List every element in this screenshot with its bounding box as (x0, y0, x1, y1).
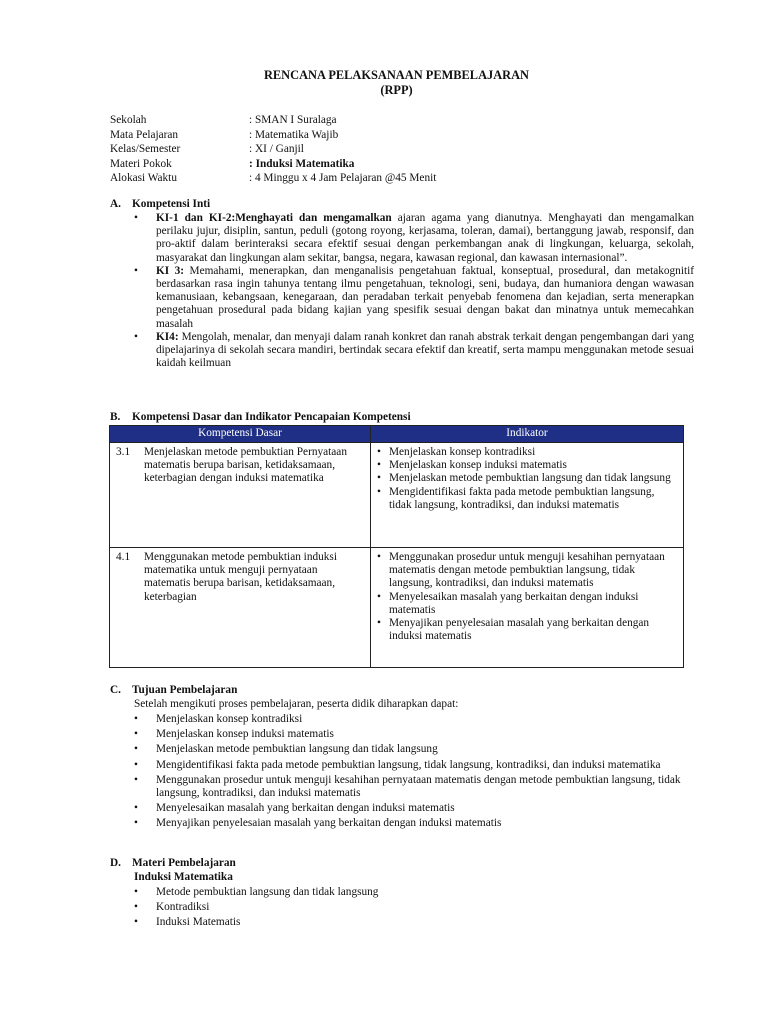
section-c-heading (110, 684, 237, 697)
ki-text: KI4: Mengolah, menalar, dan menyaji dalam ranah konkret dan ranah abstrak terkait dengan pengembangan dari yang dipelajarinya di sekolah secara mandiri, bertindak secara efektif dan kreatif, serta mampu menggunakan metode sesuai kaidah keilmuan (156, 330, 694, 370)
bullet-icon: • (377, 446, 381, 458)
ki-item (134, 265, 694, 331)
section-number: C. (110, 684, 121, 696)
section-d-heading (110, 857, 236, 870)
kd-number: 4.1 (116, 551, 131, 563)
list-item (134, 759, 694, 772)
indicator-text: Menjelaskan konsep kontradiksi (389, 446, 536, 458)
materi-list (134, 886, 694, 930)
bullet-icon: • (377, 551, 381, 563)
meta-row-alokasi-waktu (110, 172, 436, 187)
table-header-row (110, 426, 684, 443)
section-number: B. (110, 411, 121, 423)
bullet-icon: • (134, 802, 138, 815)
meta-label: Materi Pokok (110, 157, 172, 170)
bullet-icon: • (134, 773, 138, 786)
indicator-cell (371, 443, 684, 548)
list-item-text: Kontradiksi (156, 901, 210, 914)
bullet-icon: • (134, 901, 138, 914)
indicator-item (377, 551, 679, 591)
title-line-2: (RPP) (380, 83, 413, 97)
section-title: Kompetensi Inti (132, 198, 211, 210)
bullet-icon: • (377, 590, 381, 603)
indicator-text: Menyajikan penyelesaian masalah yang berkaitan dengan induksi matematis (389, 617, 650, 643)
list-item-text: Menjelaskan metode pembuktian langsung dan tidak langsung (156, 743, 438, 756)
section-title: Kompetensi Dasar dan Indikator Pencapaian Kompetensi (132, 411, 411, 423)
ki-item (134, 331, 694, 371)
list-item (134, 802, 694, 815)
bullet-icon: • (134, 212, 138, 224)
section-a-heading (110, 198, 210, 211)
indicator-text: Menyelesaikan masalah yang berkaitan dengan induksi matematis (389, 590, 639, 616)
meta-row-sekolah (110, 114, 436, 129)
indicator-item (377, 459, 679, 472)
section-title: Materi Pembelajaran (132, 857, 236, 869)
identity-block (110, 114, 436, 187)
list-item-text: Menjelaskan konsep kontradiksi (156, 713, 303, 725)
column-header-indikator: Indikator (371, 426, 684, 443)
section-number: A. (110, 198, 121, 210)
indicator-item (377, 446, 679, 459)
bullet-icon: • (134, 758, 138, 771)
bullet-icon: • (134, 264, 138, 277)
meta-row-mata-pelajaran (110, 129, 436, 144)
tujuan-intro: Setelah mengikuti proses pembelajaran, peserta didik diharapkan dapat: (134, 698, 459, 710)
meta-label: Mata Pelajaran (110, 128, 179, 141)
column-header-kd: Kompetensi Dasar (110, 426, 371, 443)
meta-row-materi-pokok (110, 158, 436, 173)
section-title: Tujuan Pembelajaran (132, 684, 238, 696)
bullet-icon: • (377, 472, 381, 485)
bullet-icon: • (134, 713, 138, 725)
list-item (134, 713, 694, 726)
list-item-text: Menjelaskan konsep induksi matematis (156, 728, 334, 741)
bullet-icon: • (134, 330, 138, 343)
list-item (134, 774, 694, 800)
meta-label: Kelas/Semester (110, 143, 181, 156)
meta-value: : XI / Ganjil (249, 143, 304, 156)
bullet-icon: • (134, 728, 138, 741)
meta-row-kelas-semester (110, 143, 436, 158)
ki-text: KI-1 dan KI-2:Menghayati dan mengamalkan ajaran agama yang dianutnya. Menghayati dan mengamalkan perilaku jujur, disiplin, santun, peduli (gotong royong, kerjasama, toleran, damai), bertanggung jawab, responsif, dan pro-aktif dalam berinteraksi secara efektif sesuai dengan perkembangan anak di lingkungan, keluarga, sekolah, masyarakat dan lingkungan alam sekitar, bangsa, negara, kawasan regional, dan kawasan internasional”. (156, 212, 695, 264)
list-item (134, 886, 694, 899)
meta-value: : 4 Minggu x 4 Jam Pelajaran @45 Menit (249, 172, 437, 185)
indicator-item (377, 617, 679, 643)
materi-subheading: Induksi Matematika (134, 871, 233, 883)
list-item-text: Metode pembuktian langsung dan tidak langsung (156, 886, 379, 898)
kd-text: Menjelaskan metode pembuktian Pernyataan matematis berupa barisan, ketidaksamaan, keterbagian dengan induksi matematika (144, 446, 347, 485)
tujuan-list (134, 713, 694, 831)
list-item-text: Menyelesaikan masalah yang berkaitan dengan induksi matematis (156, 802, 455, 815)
meta-label: Sekolah (110, 114, 147, 126)
list-item-text: Menggunakan prosedur untuk menguji kesahihan pernyataan matematis dengan metode pembuktian langsung, tidak langsung, kontradiksi, dan induksi matematis (156, 773, 681, 800)
list-item-text: Induksi Matematis (156, 916, 241, 929)
meta-value: : SMAN I Suralaga (249, 114, 337, 126)
indicator-item (377, 486, 679, 512)
bullet-icon: • (134, 886, 138, 898)
list-item (134, 817, 694, 830)
indicator-text: Mengidentifikasi fakta pada metode pembuktian langsung, tidak langsung, kontradiksi, dan induksi matematis (389, 485, 655, 511)
meta-value: : Induksi Matematika (249, 157, 355, 170)
list-item (134, 916, 694, 929)
kd-number: 3.1 (116, 446, 131, 458)
list-item-text: Mengidentifikasi fakta pada metode pembuktian langsung, tidak langsung, kontradiksi, dan induksi matematika (156, 758, 661, 771)
indicator-item (377, 591, 679, 617)
table-row (110, 548, 684, 668)
section-b-heading (110, 411, 411, 424)
bullet-icon: • (134, 817, 138, 830)
indicator-cell (371, 548, 684, 668)
ki-item (134, 212, 694, 265)
meta-value: : Matematika Wajib (249, 128, 339, 141)
list-item (134, 728, 694, 741)
indicator-text: Menjelaskan metode pembuktian langsung dan tidak langsung (389, 472, 671, 485)
meta-label: Alokasi Waktu (110, 172, 177, 185)
bullet-icon: • (377, 459, 381, 472)
title-line-1: RENCANA PELAKSANAAN PEMBELAJARAN (263, 68, 530, 82)
document-title (110, 68, 683, 98)
kd-text: Menggunakan metode pembuktian induksi matematika untuk menguji pernyataan matematis berupa barisan, ketidaksamaan, keterbagian (144, 551, 337, 603)
table-row (110, 443, 684, 548)
kompetensi-inti-list (134, 212, 694, 370)
list-item-text: Menyajikan penyelesaian masalah yang berkaitan dengan induksi matematis (156, 817, 502, 830)
section-number: D. (110, 857, 121, 869)
bullet-icon: • (377, 617, 381, 630)
indicator-text: Menggunakan prosedur untuk menguji kesahihan pernyataan matematis dengan metode pembuktian langsung, tidak langsung, kontradiksi, dan induksi matematis (389, 551, 665, 590)
bullet-icon: • (134, 916, 138, 929)
kompetensi-table (109, 425, 684, 668)
indicator-text: Menjelaskan konsep induksi matematis (389, 459, 567, 472)
kd-cell (110, 443, 371, 548)
list-item (134, 743, 694, 756)
indicator-item (377, 472, 679, 485)
list-item (134, 901, 694, 914)
bullet-icon: • (377, 485, 381, 498)
kd-cell (110, 548, 371, 668)
ki-text: KI 3: Memahami, menerapkan, dan menganalisis pengetahuan faktual, konseptual, prosedural, dan metakognitif berdasarkan rasa ingin tahunya tentang ilmu pengetahuan, teknologi, seni, budaya, dan humaniora dengan wawasan kemanusiaan, kebangsaan, kenegaraan, dan peradaban terkait penyebab fenomena dan kejadian, serta menerapkan pengetahuan prosedural pada bidang kajian yang spesifik sesuai dengan bakat dan minatnya untuk memecahkan masalah (156, 264, 694, 330)
bullet-icon: • (134, 743, 138, 756)
